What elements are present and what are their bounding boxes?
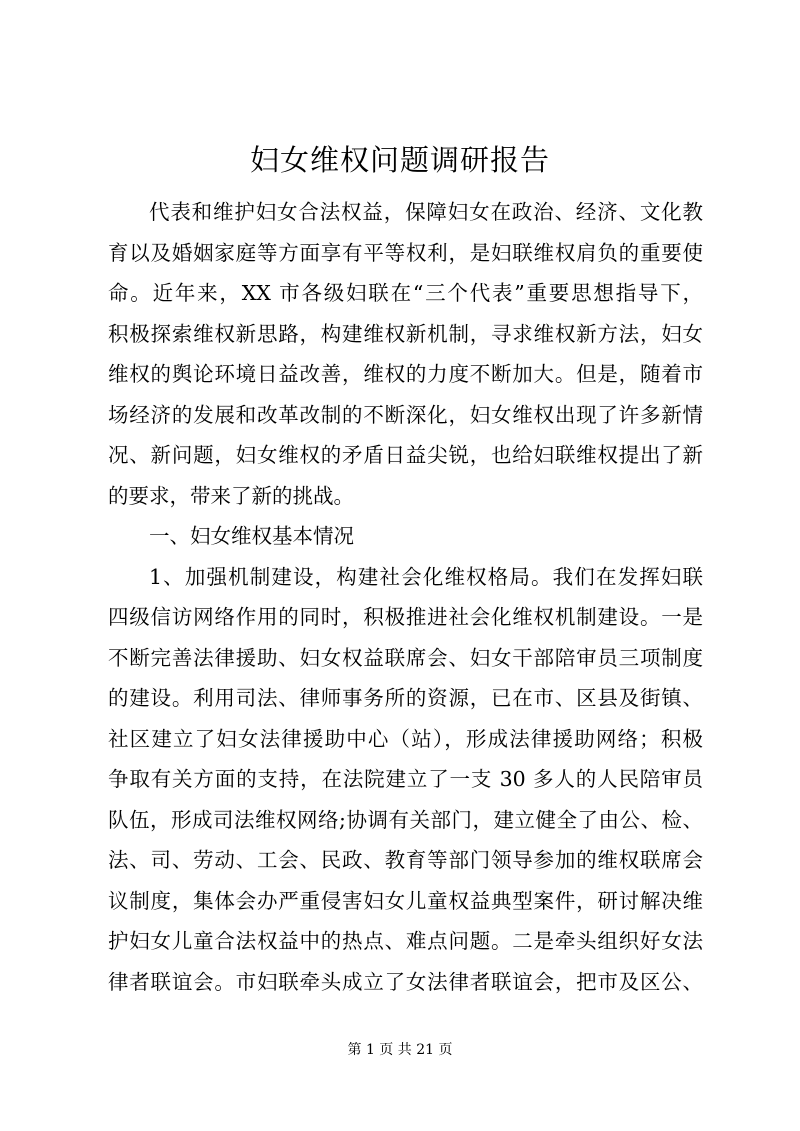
paragraph-line: 律者联谊会。市妇联牵头成立了女法律者联谊会，把市及区公、 [108,969,703,994]
paragraph-line: 队伍，形成司法维权网络;协调有关部门，建立健全了由公、检、 [108,807,703,832]
paragraph-line: 护妇女儿童合法权益中的热点、难点问题。二是牵头组织好女法 [108,929,703,953]
paragraph-line: 议制度，集体会办严重侵害妇女儿童权益典型案件，研讨解决维 [108,888,703,913]
page-number-footer: 第 1 页 共 21 页 [347,1042,453,1058]
paragraph-line: 场经济的发展和改革改制的不断深化，妇女维权出现了许多新情 [108,402,703,427]
paragraph-line: 法、司、劳动、工会、民政、教育等部门领导参加的维权联席会 [108,848,703,872]
paragraph-line: 的建设。利用司法、律师事务所的资源，已在市、区县及街镇、 [108,686,703,710]
paragraph-line: 代表和维护妇女合法权益，保障妇女在政治、经济、文化教 [149,200,703,224]
paragraph-line: 的要求，带来了新的挑战。 [108,483,354,508]
paragraph-line: 四级信访网络作用的同时，积极推进社会化维权机制建设。一是 [108,605,703,629]
paragraph-line: 维权的舆论环境日益改善，维权的力度不断加大。但是，随着市 [108,362,703,386]
paragraph-line: 1、加强机制建设，构建社会化维权格局。我们在发挥妇联 [149,564,703,589]
paragraph-line: 争取有关方面的支持，在法院建立了一支 30 多人的人民陪审员 [108,767,703,791]
document-title: 妇女维权问题调研报告 [249,143,550,177]
paragraph-line: 况、新问题，妇女维权的矛盾日益尖锐，也给妇联维权提出了新 [108,443,703,467]
paragraph-line: 积极探索维权新思路，构建维权新机制，寻求维权新方法，妇女 [108,321,703,346]
paragraph-line: 命。近年来，XX 市各级妇联在“三个代表”重要思想指导下， [108,281,703,305]
paragraph-line: 育以及婚姻家庭等方面享有平等权利，是妇联维权肩负的重要使 [108,240,703,265]
paragraph-line: 社区建立了妇女法律援助中心（站），形成法律援助网络；积极 [108,726,703,751]
document-body [108,192,703,1002]
paragraph-line: 不断完善法律援助、妇女权益联席会、妇女干部陪审员三项制度 [108,645,703,670]
section-heading: 一、妇女维权基本情况 [149,524,354,548]
